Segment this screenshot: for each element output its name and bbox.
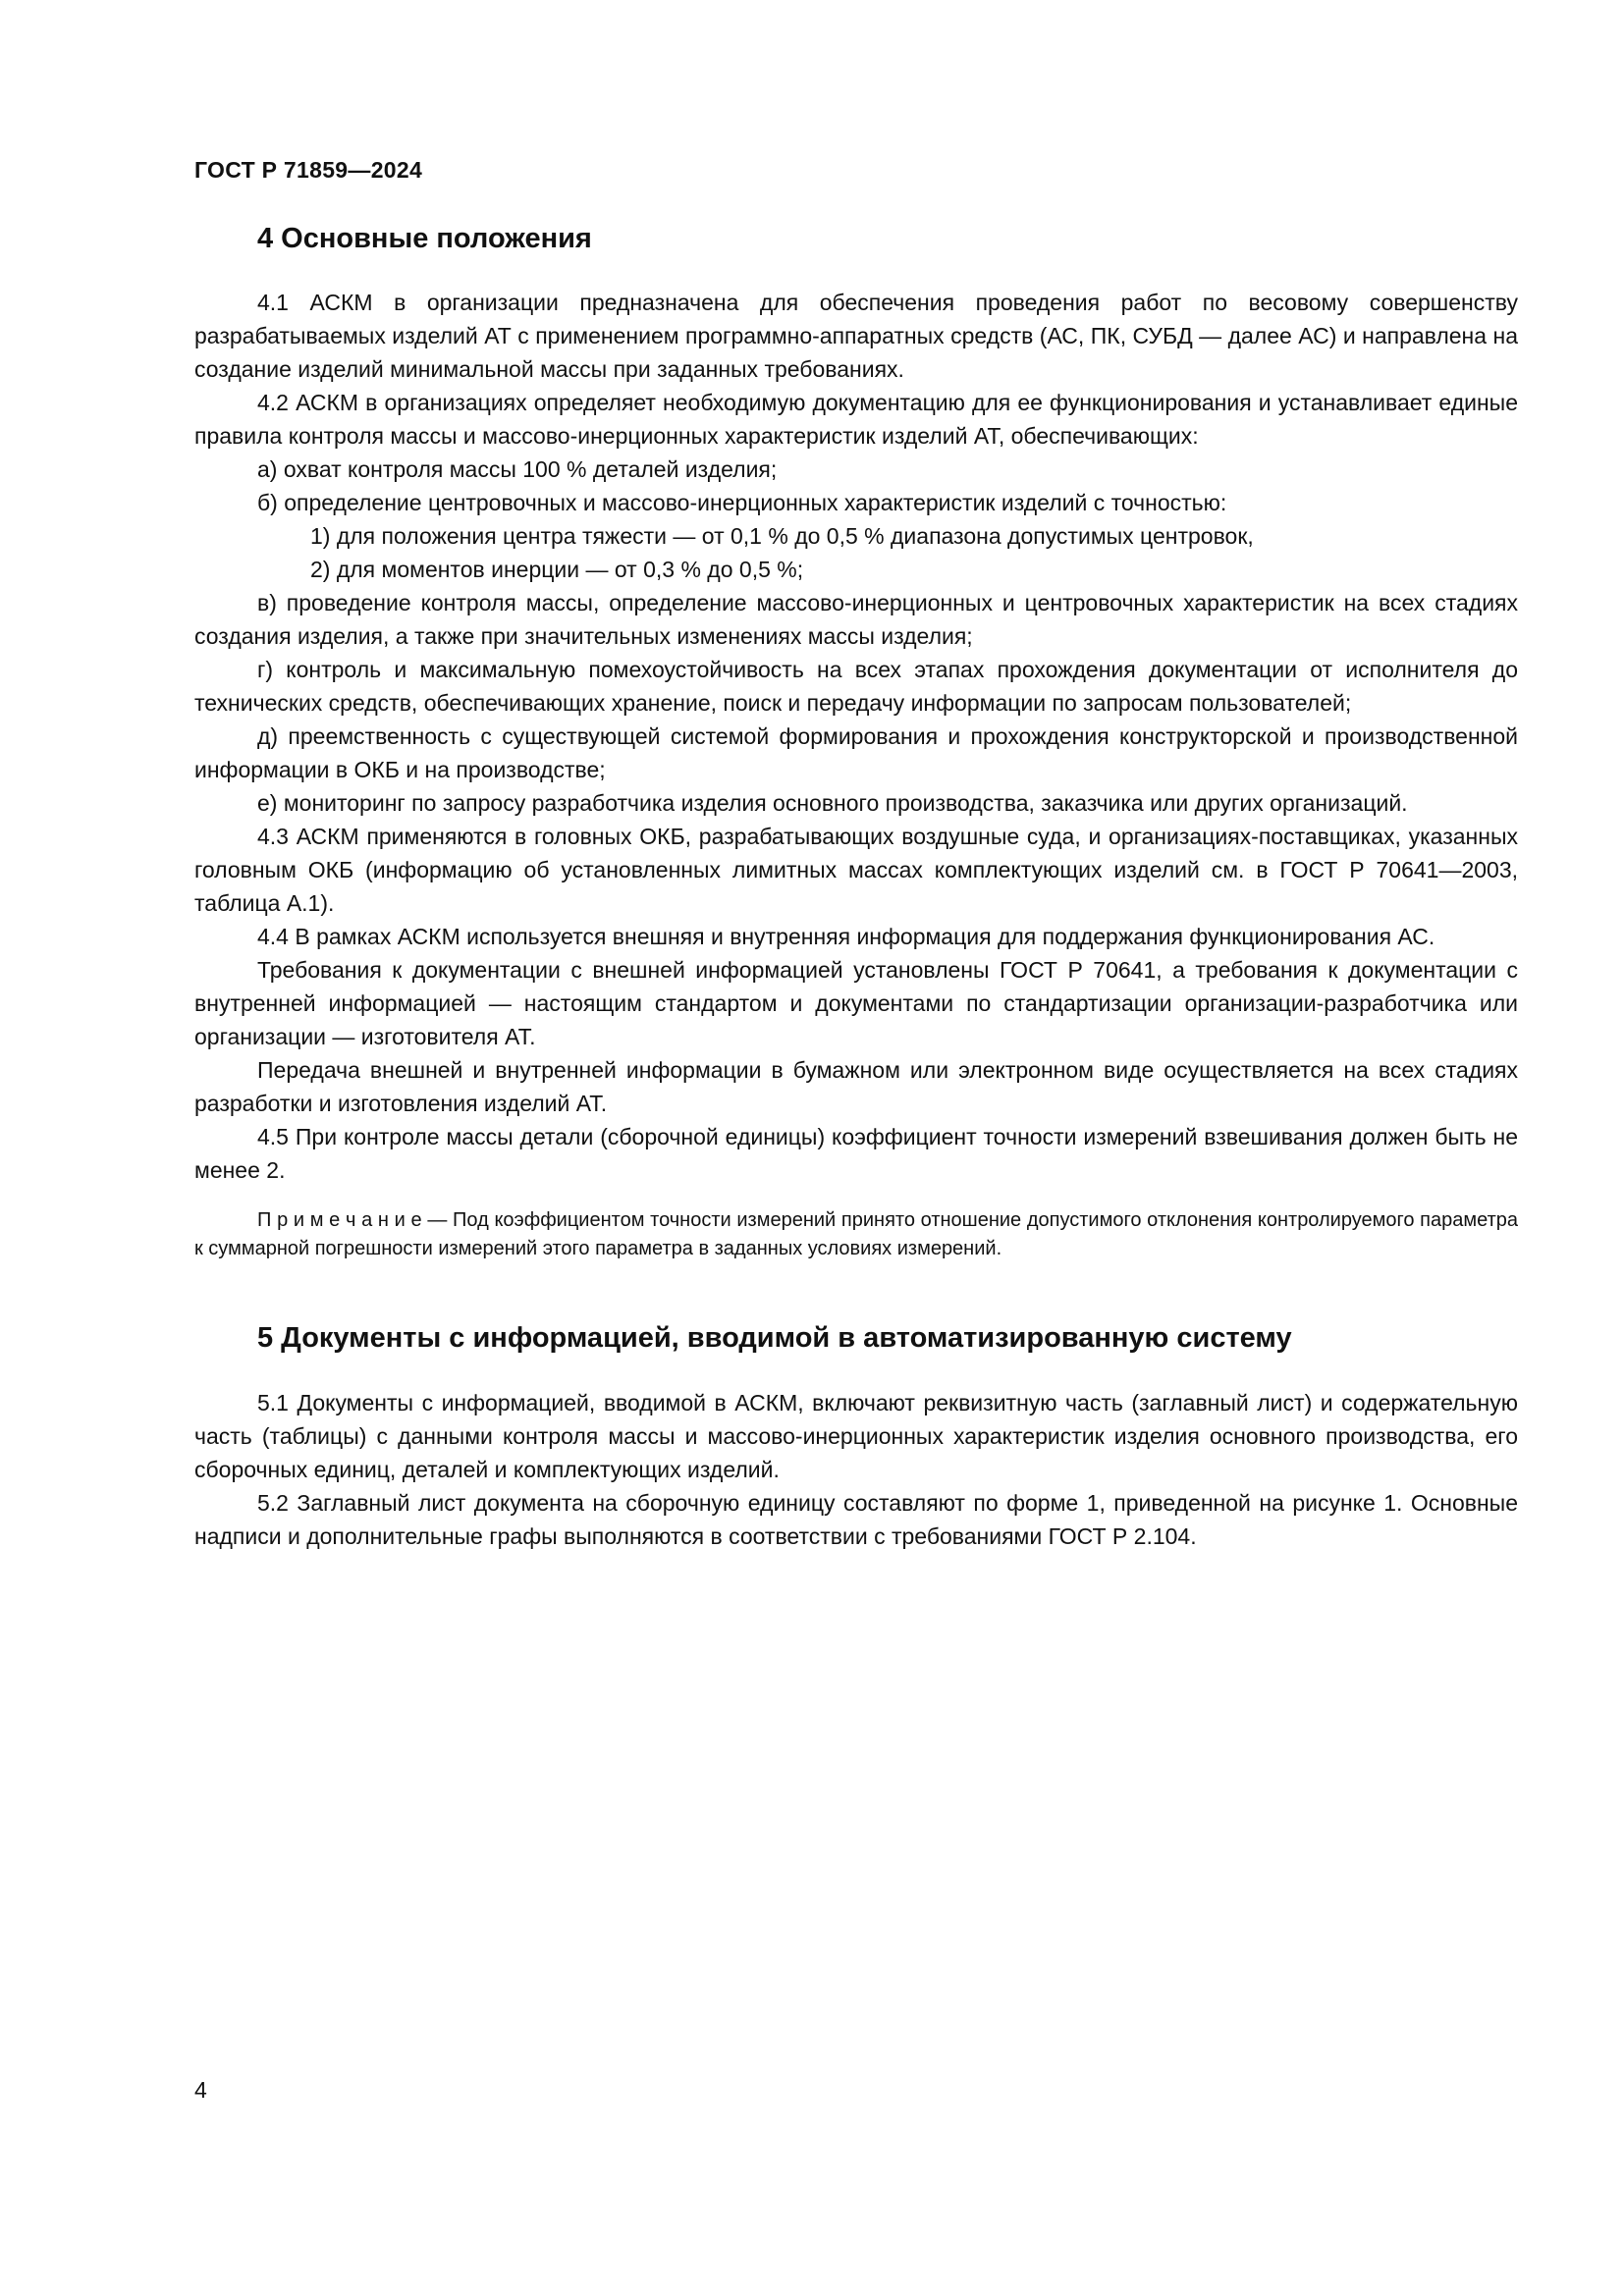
para-4-2: 4.2 АСКМ в организациях определяет необходимую документацию для ее функционирования и устанавливает единые правила контроля массы и массово-инерционных характеристик изделий АТ, обеспечивающих:: [194, 390, 1518, 450]
para-4-4-cont-1: Требования к документации с внешней информацией установлены ГОСТ Р 70641, а требования к документации с внутренней информацией — настоящим стандартом и документами по стандартизации организации-разработчика или организации — изготовителя АТ.: [194, 957, 1518, 1050]
para-4-4-cont-2: Передача внешней и внутренней информации в бумажном или электронном виде осуществляется на всех стадиях разработки и изготовления изделий АТ.: [194, 1057, 1518, 1117]
para-5-2: 5.2 Заглавный лист документа на сборочную единицу составляют по форме 1, приведенной на рисунке 1. Основные надписи и дополнительные графы выполняются в соответствии с требованиями ГОСТ Р 2.104.: [194, 1489, 1518, 1549]
list-item-d: д) преемственность с существующей системой формирования и прохождения конструкторской и производственной информации в ОКБ и на производстве;: [194, 723, 1518, 783]
para-4-4: 4.4 В рамках АСКМ используется внешняя и внутренняя информация для поддержания функционирования АС.: [257, 924, 1435, 950]
section-5-heading: 5 Документы с информацией, вводимой в автоматизированную систему: [257, 1322, 1292, 1355]
sublist-item-2: 2) для моментов инерции — от 0,3 % до 0,5 %;: [310, 557, 804, 583]
sublist-item-1: 1) для положения центра тяжести — от 0,1 % до 0,5 % диапазона допустимых центровок,: [310, 523, 1254, 550]
para-4-3: 4.3 АСКМ применяются в головных ОКБ, разрабатывающих воздушные суда, и организациях-поставщиках, указанных головным ОКБ (информацию об установленных лимитных массах комплектующих изделий см. в ГОСТ Р 70641—2003, таблица А.1).: [194, 824, 1518, 917]
para-4-5: 4.5 При контроле массы детали (сборочной единицы) коэффициент точности измерений взвешивания должен быть не менее 2.: [194, 1124, 1518, 1184]
list-item-b: б) определение центровочных и массово-инерционных характеристик изделий с точностью:: [257, 490, 1227, 516]
para-4-1: 4.1 АСКМ в организации предназначена для обеспечения проведения работ по весовому совершенству разрабатываемых изделий АТ с применением программно-аппаратных средств (АС, ПК, СУБД — далее АС) и направлена на создание изделий минимальной массы при заданных требованиях.: [194, 290, 1518, 383]
list-item-a: а) охват контроля массы 100 % деталей изделия;: [257, 456, 778, 483]
note-paragraph: П р и м е ч а н и е — Под коэффициентом точности измерений принято отношение допустимого отклонения контролируемого параметра к суммарной погрешности измерений этого параметра в заданных условиях измерений.: [194, 1209, 1518, 1260]
list-item-v: в) проведение контроля массы, определение массово-инерционных и центровочных характеристик на всех стадиях создания изделия, а также при значительных изменениях массы изделия;: [194, 590, 1518, 650]
list-item-e: е) мониторинг по запросу разработчика изделия основного производства, заказчика или других организаций.: [257, 790, 1408, 817]
section-4-heading: 4 Основные положения: [257, 223, 592, 254]
page-number: 4: [194, 2077, 207, 2103]
para-5-1: 5.1 Документы с информацией, вводимой в АСКМ, включают реквизитную часть (заглавный лист) и содержательную часть (таблицы) с данными контроля массы и массово-инерционных характеристик изделия основного производства, его сборочных единиц, деталей и комплектующих изделий.: [194, 1389, 1518, 1482]
page-content: [194, 221, 1518, 1553]
list-item-g: г) контроль и максимальную помехоустойчивость на всех этапах прохождения документации от исполнителя до технических средств, обеспечивающих хранение, поиск и передачу информации по запросам пользователей;: [194, 657, 1518, 717]
doc-code-header: ГОСТ Р 71859—2024: [194, 157, 423, 183]
